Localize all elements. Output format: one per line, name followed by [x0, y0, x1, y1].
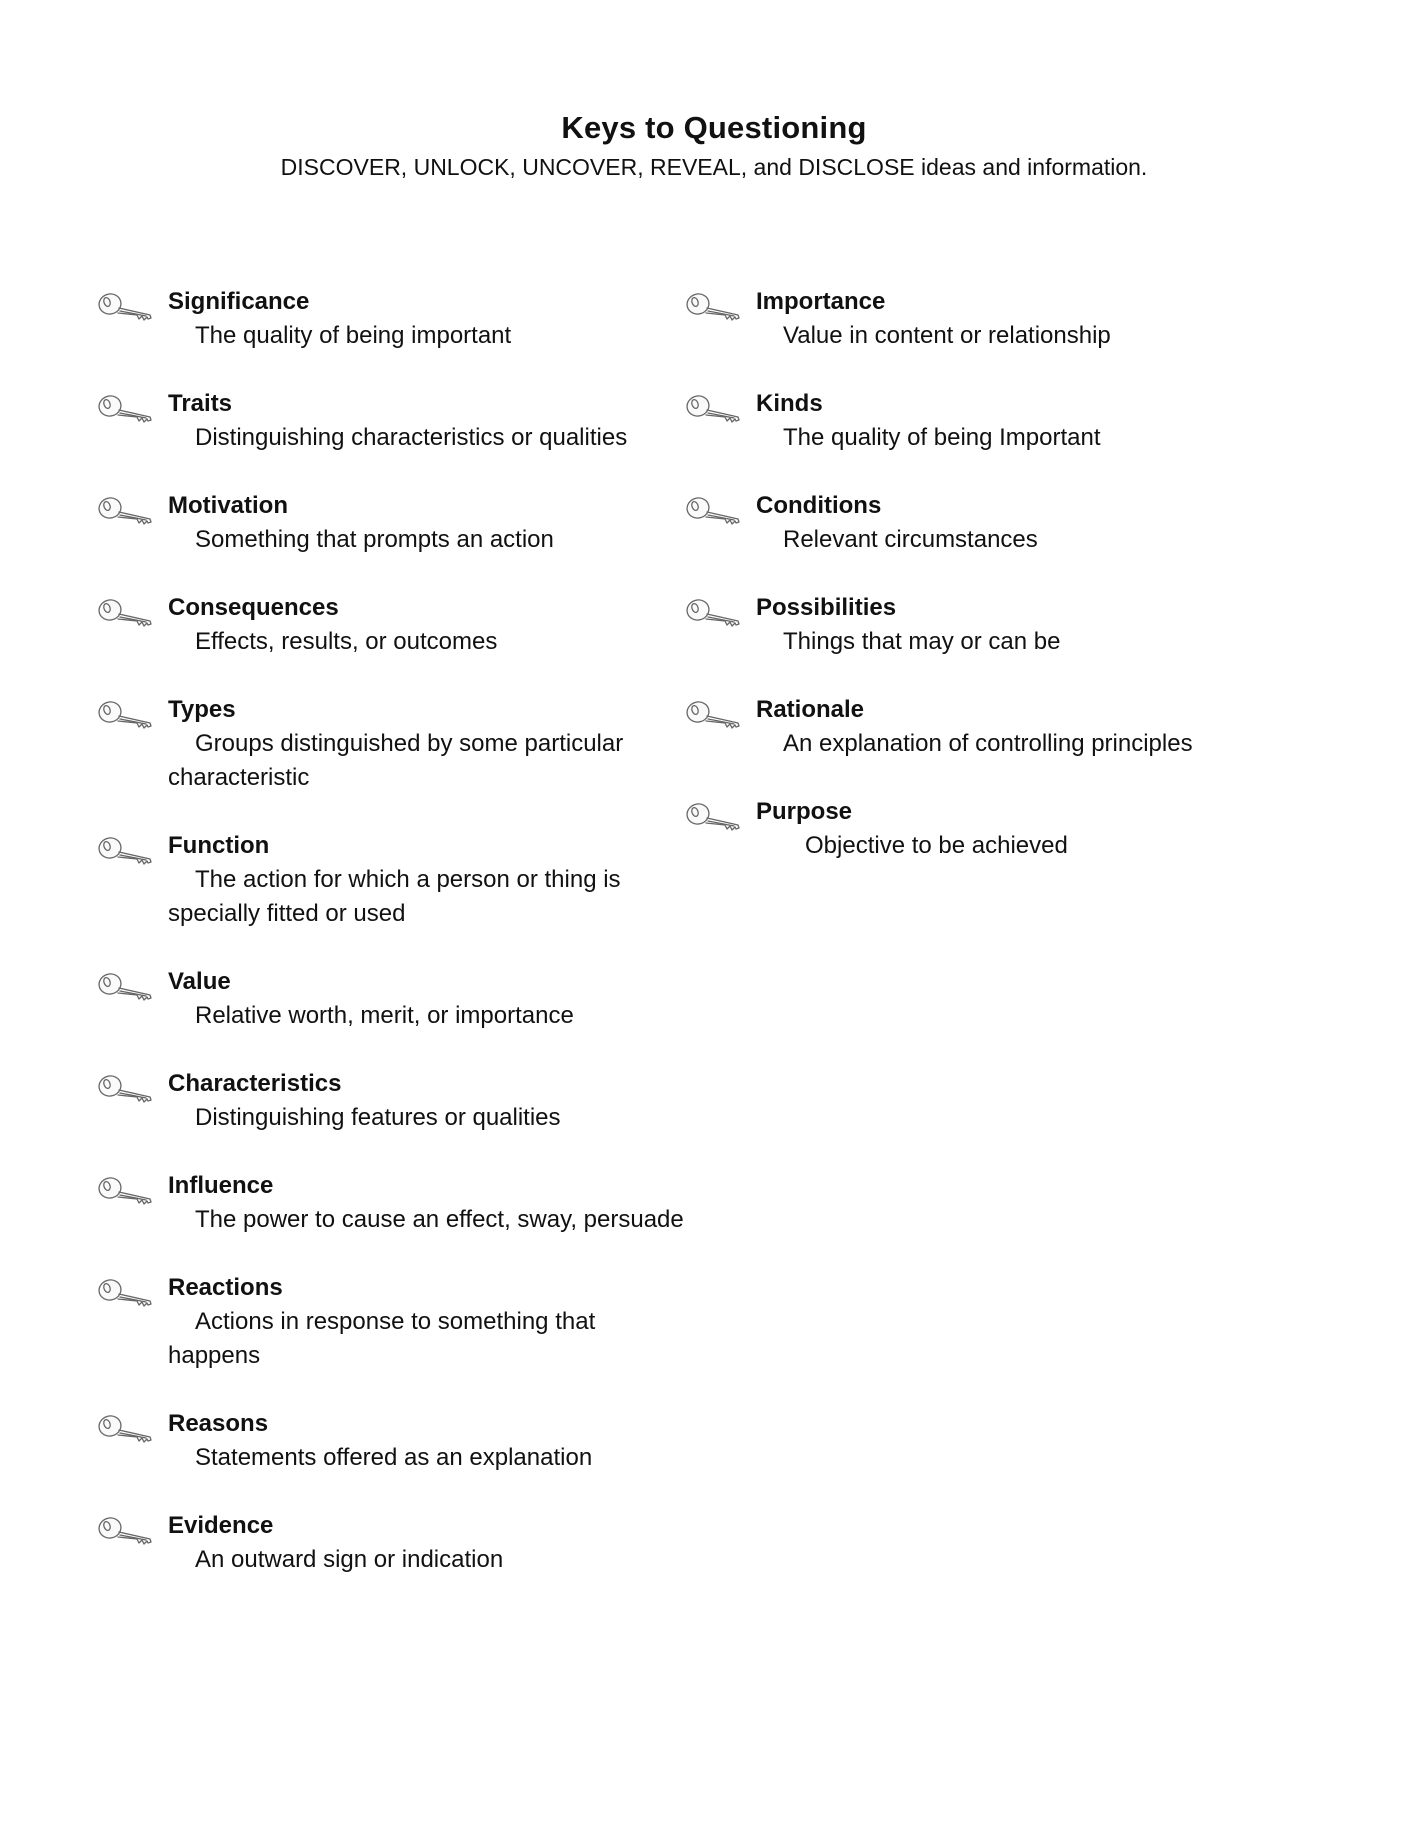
- key-icon: [96, 1073, 158, 1109]
- definition: Objective to be achieved: [805, 832, 1068, 859]
- page-subtitle: DISCOVER, UNLOCK, UNCOVER, REVEAL, and DISCLOSE ideas and information.: [280, 154, 1148, 180]
- definition: The quality of being Important: [783, 424, 1101, 451]
- definition: Statements offered as an explanation: [195, 1444, 593, 1471]
- term: Possibilities: [756, 594, 897, 621]
- term: Influence: [168, 1172, 274, 1199]
- entry-kinds: [684, 387, 1284, 455]
- entry-evidence: [96, 1509, 686, 1577]
- entry-consequences: [96, 591, 686, 659]
- term: Purpose: [756, 798, 853, 825]
- key-icon: [96, 393, 158, 429]
- definition: Distinguishing features or qualities: [195, 1104, 561, 1131]
- entry-types: [96, 693, 686, 795]
- term: Function: [168, 832, 270, 859]
- entry-reactions: [96, 1271, 686, 1373]
- definition: The quality of being important: [195, 322, 512, 349]
- definition: An outward sign or indication: [195, 1546, 504, 1573]
- definition: Effects, results, or outcomes: [195, 628, 498, 655]
- term: Significance: [168, 288, 310, 315]
- term: Importance: [756, 288, 886, 315]
- key-icon: [684, 495, 746, 531]
- term: Characteristics: [168, 1070, 342, 1097]
- definition: Distinguishing characteristics or qualities: [195, 424, 628, 451]
- definition: The action for which a person or thing is specially fitted or used: [168, 866, 621, 927]
- term: Reasons: [168, 1410, 269, 1437]
- entry-conditions: [684, 489, 1284, 557]
- term: Traits: [168, 390, 233, 417]
- page-title: Keys to Questioning: [561, 110, 867, 145]
- key-icon: [96, 1175, 158, 1211]
- term: Evidence: [168, 1512, 274, 1539]
- definition: Something that prompts an action: [195, 526, 554, 553]
- left-column: [96, 285, 686, 1611]
- key-icon: [96, 1515, 158, 1551]
- key-icon: [96, 699, 158, 735]
- right-column: [684, 285, 1284, 897]
- entry-significance: [96, 285, 686, 353]
- term: Types: [168, 696, 236, 723]
- key-icon: [684, 801, 746, 837]
- definition: Groups distinguished by some particular characteristic: [168, 730, 624, 791]
- term: Conditions: [756, 492, 882, 519]
- term: Rationale: [756, 696, 865, 723]
- key-icon: [96, 835, 158, 871]
- key-icon: [96, 1277, 158, 1313]
- key-icon: [96, 597, 158, 633]
- entry-rationale: [684, 693, 1284, 761]
- definition: Relevant circumstances: [783, 526, 1038, 553]
- entry-possibilities: [684, 591, 1284, 659]
- key-icon: [684, 597, 746, 633]
- term: Reactions: [168, 1274, 283, 1301]
- key-icon: [684, 699, 746, 735]
- key-icon: [96, 971, 158, 1007]
- key-icon: [96, 495, 158, 531]
- entry-reasons: [96, 1407, 686, 1475]
- definition: An explanation of controlling principles: [783, 730, 1193, 757]
- term: Value: [168, 968, 231, 995]
- definition: Value in content or relationship: [783, 322, 1111, 349]
- term: Consequences: [168, 594, 339, 621]
- definition: The power to cause an effect, sway, persuade: [195, 1206, 684, 1233]
- definition: Actions in response to something that happens: [168, 1308, 596, 1369]
- entry-function: [96, 829, 686, 931]
- entry-importance: [684, 285, 1284, 353]
- entry-traits: [96, 387, 686, 455]
- definition: Relative worth, merit, or importance: [195, 1002, 574, 1029]
- entry-motivation: [96, 489, 686, 557]
- key-icon: [684, 291, 746, 327]
- definition: Things that may or can be: [783, 628, 1061, 655]
- term: Motivation: [168, 492, 288, 519]
- entry-value: [96, 965, 686, 1033]
- entry-purpose: [684, 795, 1284, 863]
- term: Kinds: [756, 390, 823, 417]
- entry-influence: [96, 1169, 686, 1237]
- key-icon: [96, 1413, 158, 1449]
- page-header: [0, 108, 1428, 184]
- key-icon: [684, 393, 746, 429]
- entry-characteristics: [96, 1067, 686, 1135]
- key-icon: [96, 291, 158, 327]
